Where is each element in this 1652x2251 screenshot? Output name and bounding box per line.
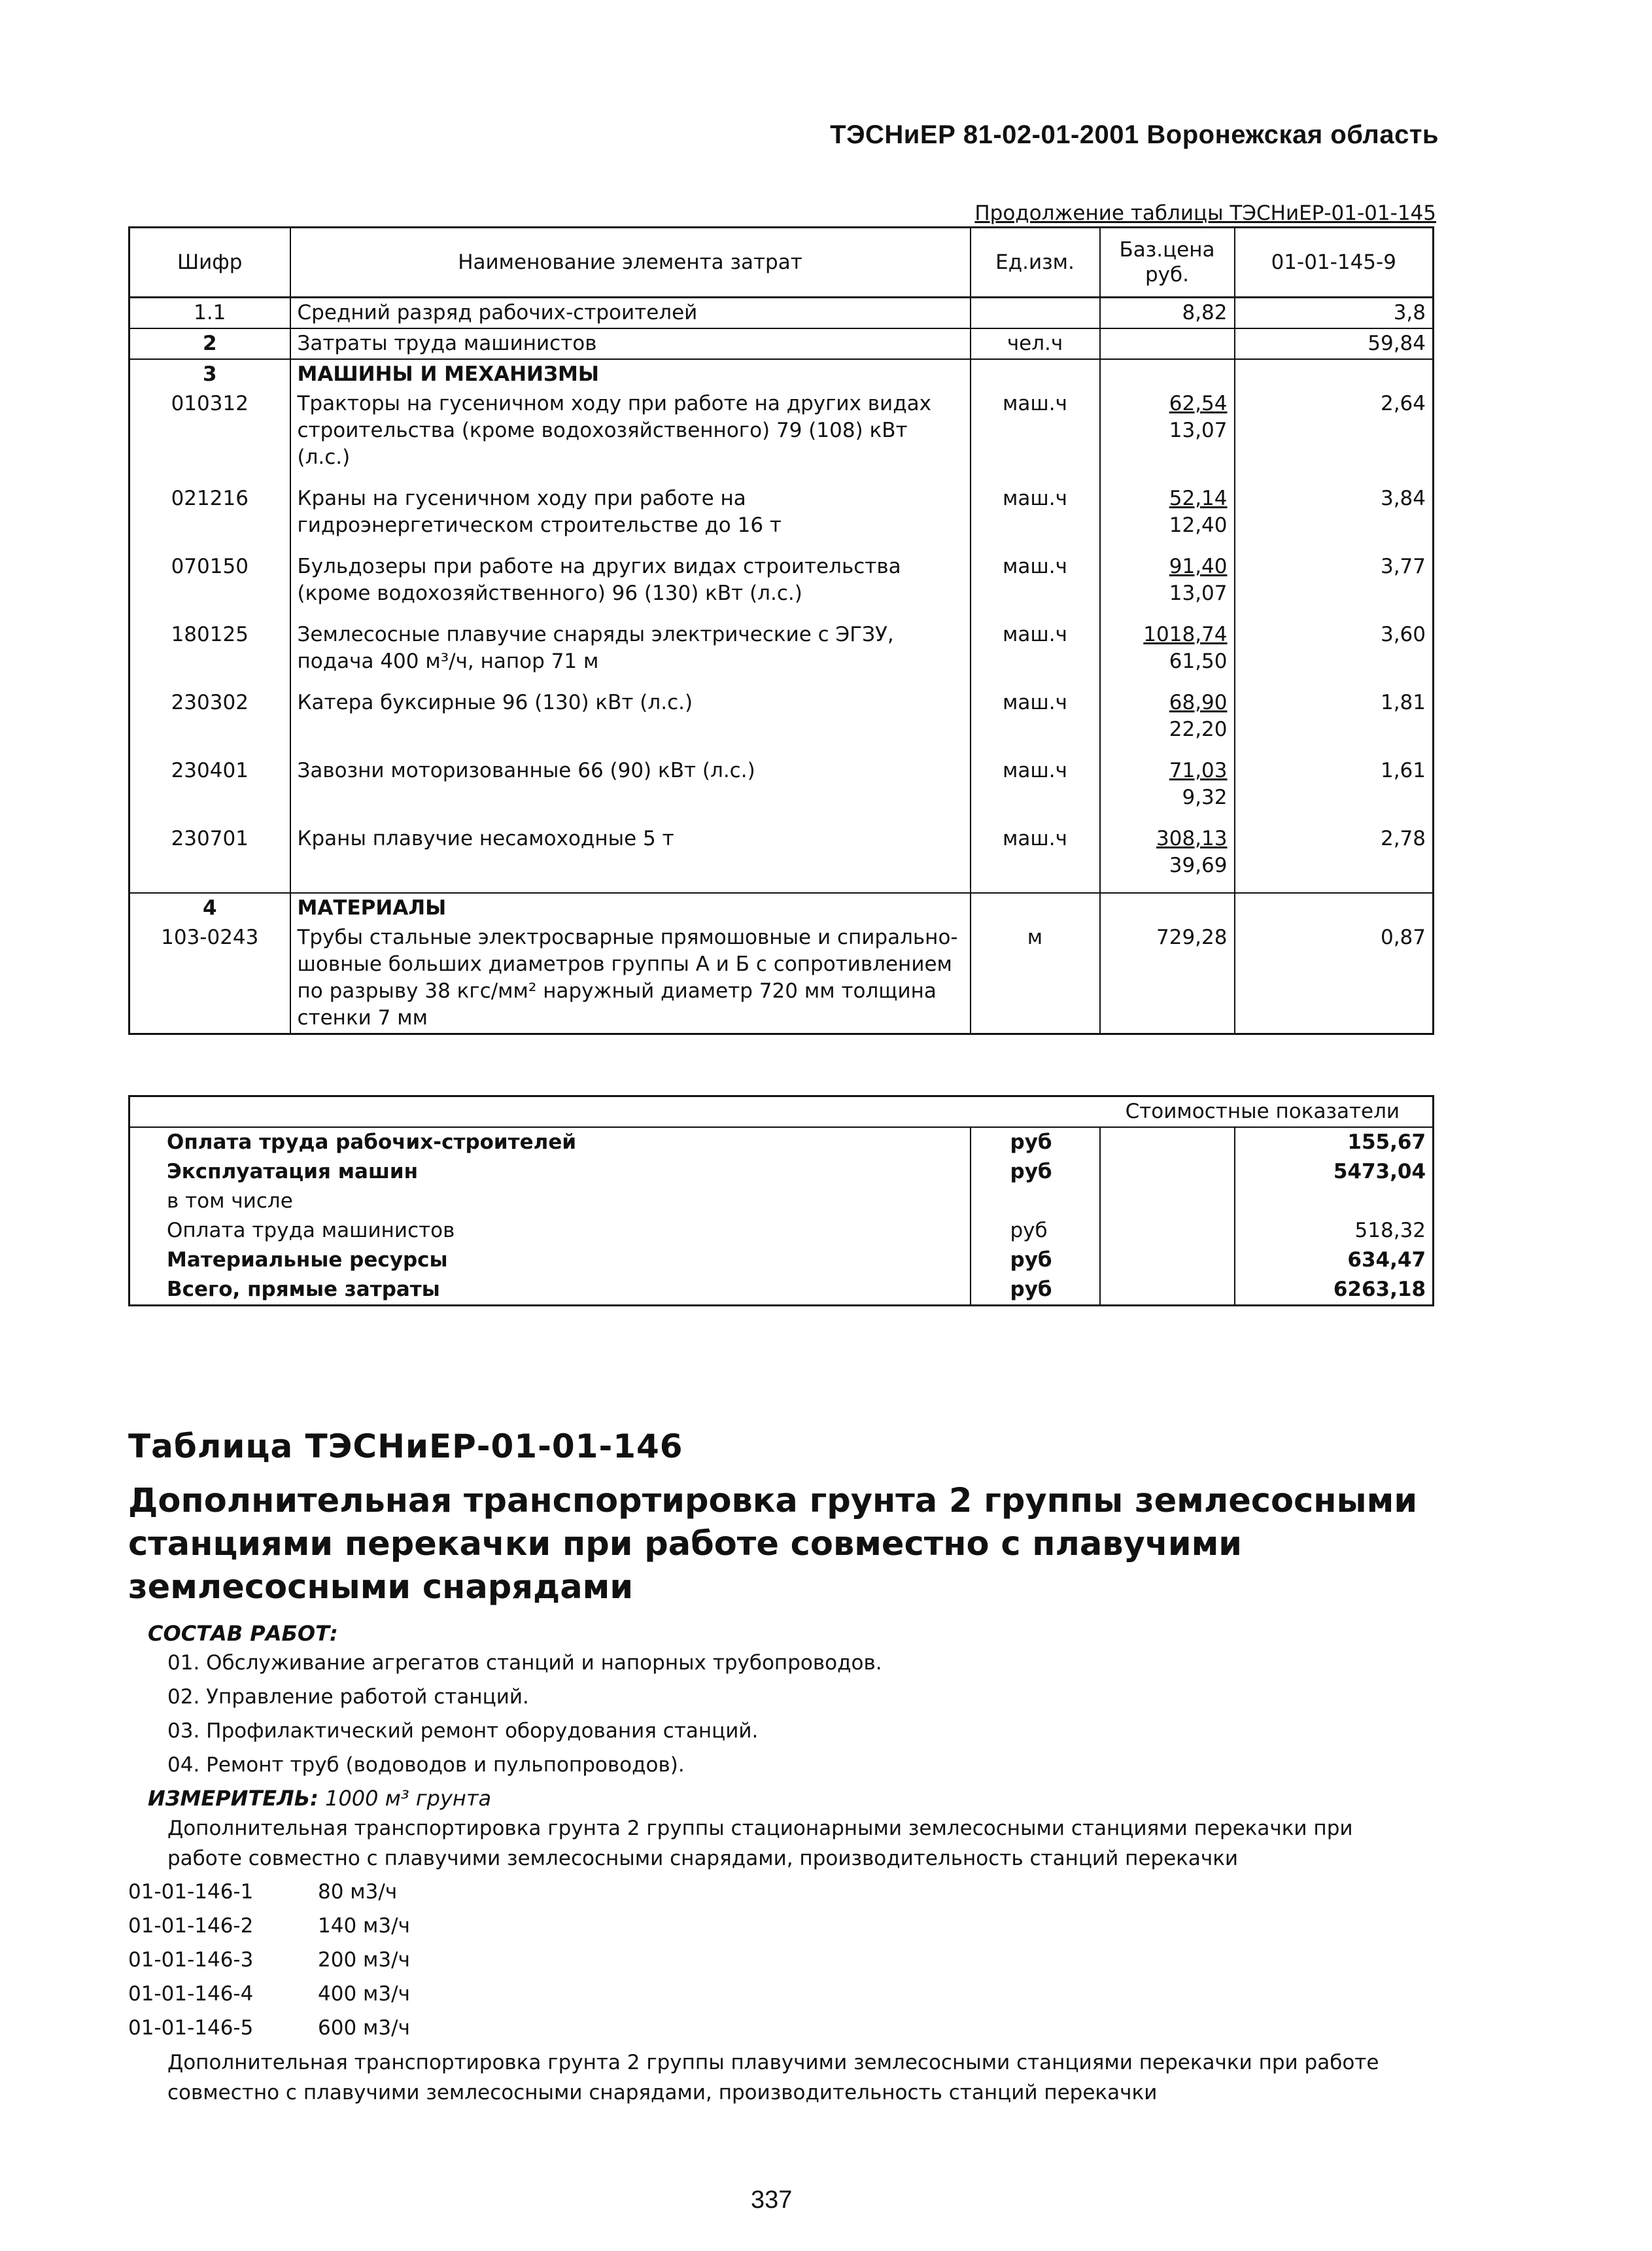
totals-title: Стоимостные показатели [129,1096,1434,1128]
row-code: 021216 [129,484,290,552]
work-item: 03. Профилактический ремонт оборудования станций. [167,1719,759,1743]
norm-capacity: 400 м3/ч [318,1982,410,2006]
totals-label: в том числе [129,1187,971,1216]
row-price [1100,893,1235,923]
measure-line [148,1786,491,1811]
row-name: Трубы стальные электросварные прямошовные и спирально-шовные больших диаметров группы А и Б с сопротивлением по разрыву 38 кгс/мм² наружный диаметр 720 мм толщина стенки 7 мм [290,923,971,1034]
row-name: МАШИНЫ И МЕХАНИЗМЫ [290,359,971,389]
norm-capacity: 140 м3/ч [318,1914,410,1938]
row-unit [971,298,1100,329]
totals-row [129,1187,1434,1216]
row-code: 2 [129,328,290,359]
totals-label: Эксплуатация машин [129,1157,971,1187]
row-value: 2,78 [1235,824,1434,893]
document-header: ТЭСНиЕР 81-02-01-2001 Воронежская область [830,120,1439,149]
row-name: Краны на гусеничном ходу при работе на гидроэнергетическом строительстве до 16 т [290,484,971,552]
totals-value: 518,32 [1235,1216,1434,1246]
row-name: Катера буксирные 96 (130) кВт (л.с.) [290,688,971,756]
row-code: 230701 [129,824,290,893]
section-subtitle: Дополнительная транспортировка грунта 2 группы землесосными станциями перекачки при работе совместно с плавучими землесосными снарядами [128,1482,1418,1607]
row-value: 1,81 [1235,688,1434,756]
row-name: МАТЕРИАЛЫ [290,893,971,923]
norm-code: 01-01-146-4 [128,1982,254,2006]
table-row [129,389,1434,484]
table-row [129,923,1434,1034]
row-value [1235,893,1434,923]
row-price: 68,90 22,20 [1100,688,1235,756]
row-unit: маш.ч [971,756,1100,824]
totals-unit: руб [971,1275,1100,1306]
row-code: 103-0243 [129,923,290,1034]
row-price: 1018,74 61,50 [1100,620,1235,688]
table-row [129,359,1434,389]
table-row [129,328,1434,359]
header-unit: Ед.изм. [971,228,1100,298]
measure-label: ИЗМЕРИТЕЛЬ: [148,1786,318,1811]
row-unit [971,893,1100,923]
row-code: 010312 [129,389,290,484]
totals-header-row [129,1096,1434,1128]
row-name: Землесосные плавучие снаряды электрические с ЭГЗУ, подача 400 м³/ч, напор 71 м [290,620,971,688]
row-value: 1,61 [1235,756,1434,824]
table-row [129,620,1434,688]
totals-table [128,1095,1434,1306]
row-value: 3,84 [1235,484,1434,552]
row-value: 0,87 [1235,923,1434,1034]
row-value: 2,64 [1235,389,1434,484]
norm-code: 01-01-146-3 [128,1948,254,1972]
totals-value: 5473,04 [1235,1157,1434,1187]
totals-unit: руб [971,1246,1100,1275]
row-unit: маш.ч [971,824,1100,893]
table-caption: Продолжение таблицы ТЭСНиЕР-01-01-145 [974,201,1436,225]
totals-label: Материальные ресурсы [129,1246,971,1275]
paragraph-stationary: Дополнительная транспортировка грунта 2 группы стационарными землесосными станциями перекачки при работе совместно с плавучими землесосными снарядами, производительность станций перекачки [167,1817,1353,1870]
totals-row [129,1216,1434,1246]
row-unit: маш.ч [971,688,1100,756]
totals-label: Оплата труда машинистов [129,1216,971,1246]
row-value [1235,359,1434,389]
row-name: Тракторы на гусеничном ходу при работе на других видах строительства (кроме водохозяйственного) 79 (108) кВт (л.с.) [290,389,971,484]
row-code: 230302 [129,688,290,756]
totals-unit [971,1187,1100,1216]
row-price [1100,328,1235,359]
row-code: 4 [129,893,290,923]
table-row [129,893,1434,923]
row-code: 180125 [129,620,290,688]
table-header-row [129,228,1434,298]
row-price: 8,82 [1100,298,1235,329]
section-title: Таблица ТЭСНиЕР-01-01-146 [128,1427,683,1465]
works-label: СОСТАВ РАБОТ: [148,1621,338,1646]
row-price: 62,54 13,07 [1100,389,1235,484]
totals-unit: руб [971,1127,1100,1157]
row-price [1100,359,1235,389]
table-row [129,688,1434,756]
norm-capacity: 200 м3/ч [318,1948,410,1972]
totals-unit: руб [971,1216,1100,1246]
row-value: 3,77 [1235,552,1434,620]
row-unit: чел.ч [971,328,1100,359]
norm-code: 01-01-146-1 [128,1880,254,1904]
totals-row [129,1246,1434,1275]
row-price: 308,13 39,69 [1100,824,1235,893]
work-item: 01. Обслуживание агрегатов станций и напорных трубопроводов. [167,1651,882,1675]
norm-code: 01-01-146-2 [128,1914,254,1938]
table-row [129,824,1434,893]
header-name: Наименование элемента затрат [290,228,971,298]
header-code: Шифр [129,228,290,298]
row-unit: маш.ч [971,552,1100,620]
totals-value: 634,47 [1235,1246,1434,1275]
totals-row [129,1275,1434,1306]
row-code: 3 [129,359,290,389]
table-row [129,298,1434,329]
row-price: 52,14 12,40 [1100,484,1235,552]
table-row [129,552,1434,620]
measure-value: 1000 м³ грунта [325,1786,492,1811]
row-code: 070150 [129,552,290,620]
row-price: 91,40 13,07 [1100,552,1235,620]
norm-capacity: 600 м3/ч [318,2016,410,2040]
row-price: 71,03 9,32 [1100,756,1235,824]
row-unit: маш.ч [971,389,1100,484]
table-row [129,756,1434,824]
row-code: 1.1 [129,298,290,329]
row-unit: маш.ч [971,484,1100,552]
row-name: Бульдозеры при работе на других видах строительства (кроме водохозяйственного) 96 (130) кВт (л.с.) [290,552,971,620]
page-number: 337 [751,2186,793,2214]
header-value: 01-01-145-9 [1235,228,1434,298]
work-item: 02. Управление работой станций. [167,1685,529,1709]
norm-capacity: 80 м3/ч [318,1880,398,1904]
norm-code: 01-01-146-5 [128,2016,254,2040]
totals-label: Оплата труда рабочих-строителей [129,1127,971,1157]
totals-value: 155,67 [1235,1127,1434,1157]
totals-label: Всего, прямые затраты [129,1275,971,1306]
paragraph-floating: Дополнительная транспортировка грунта 2 группы плавучими землесосными станциями перекачки при работе совместно с плавучими землесосными снарядами, производительность станций перекачки [167,2051,1379,2104]
header-price: Баз.цена руб. [1100,228,1235,298]
row-name: Средний разряд рабочих-строителей [290,298,971,329]
resource-table [128,226,1434,1035]
row-unit: маш.ч [971,620,1100,688]
row-code: 230401 [129,756,290,824]
totals-value [1235,1187,1434,1216]
row-value: 59,84 [1235,328,1434,359]
work-item: 04. Ремонт труб (водоводов и пульпопроводов). [167,1753,685,1777]
totals-value: 6263,18 [1235,1275,1434,1306]
row-value: 3,8 [1235,298,1434,329]
row-unit: м [971,923,1100,1034]
row-name: Затраты труда машинистов [290,328,971,359]
row-name: Краны плавучие несамоходные 5 т [290,824,971,893]
table-row [129,484,1434,552]
row-unit [971,359,1100,389]
totals-row [129,1157,1434,1187]
row-value: 3,60 [1235,620,1434,688]
row-name: Завозни моторизованные 66 (90) кВт (л.с.) [290,756,971,824]
totals-row [129,1127,1434,1157]
totals-unit: руб [971,1157,1100,1187]
row-price: 729,28 [1100,923,1235,1034]
